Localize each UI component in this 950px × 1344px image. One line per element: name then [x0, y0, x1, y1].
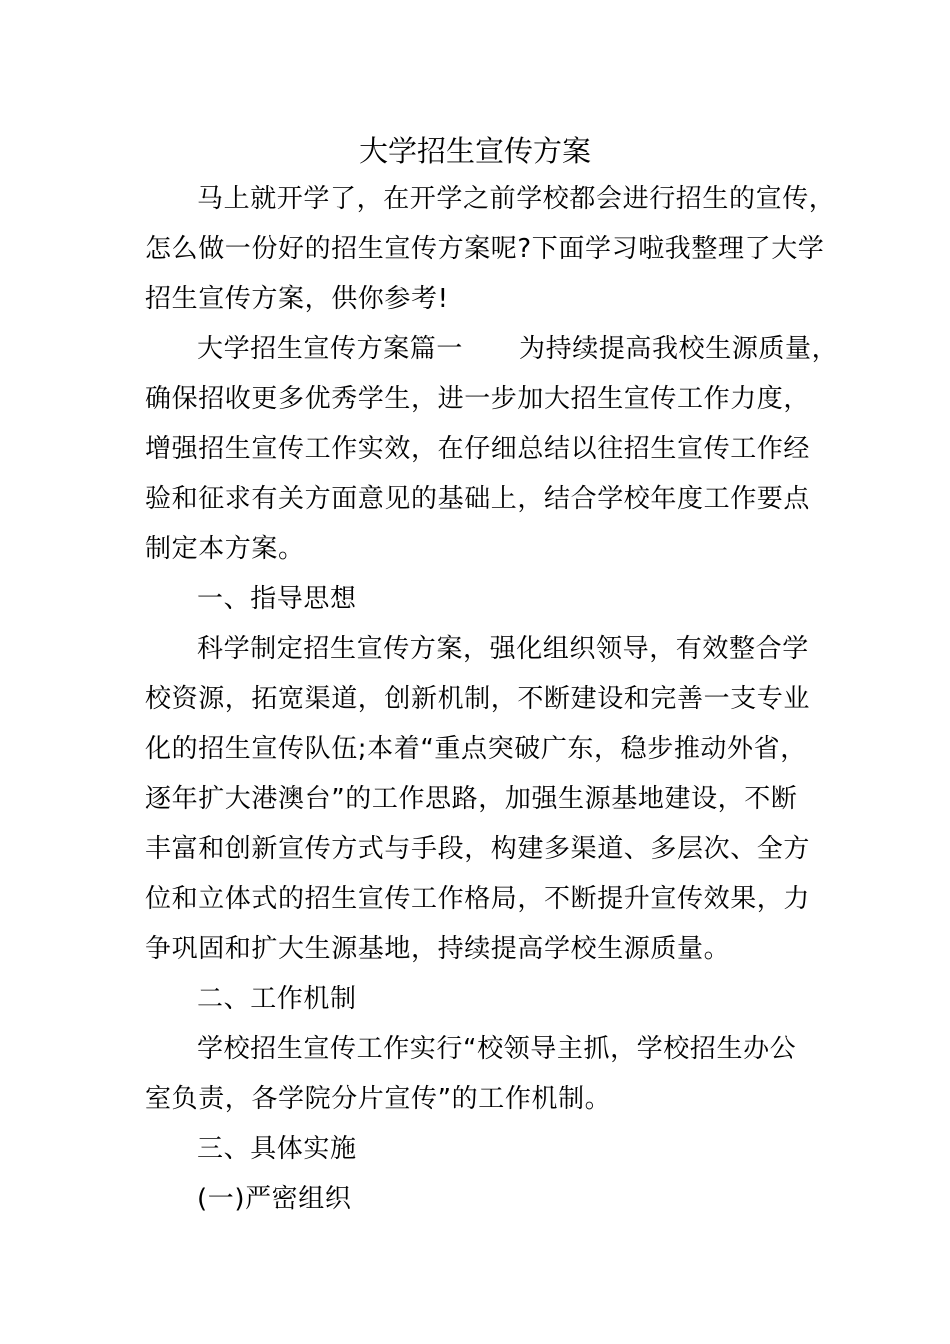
paragraph-line — [197, 324, 837, 374]
paragraph-line: 逐年扩大港澳台”的工作思路，加强生源基地建设，不断 — [145, 784, 798, 814]
section-heading: 一、指导思想 — [197, 584, 357, 614]
section-heading: 三、具体实施 — [197, 1134, 357, 1164]
paragraph-line: 室负责，各学院分片宣传”的工作机制。 — [145, 1084, 612, 1114]
paragraph-line: 学校招生宣传工作实行“校领导主抓，学校招生办公 — [197, 1034, 797, 1064]
paragraph-line: 制定本方案。 — [145, 534, 305, 564]
paragraph-line: 确保招收更多优秀学生，进一步加大招生宣传工作力度， — [145, 384, 811, 414]
paragraph-line: 丰富和创新宣传方式与手段，构建多渠道、多层次、全方 — [145, 834, 811, 864]
section-heading: 二、工作机制 — [197, 984, 357, 1014]
document-title: 大学招生宣传方案 — [358, 134, 591, 168]
paragraph-line: 增强招生宣传工作实效，在仔细总结以往招生宣传工作经 — [145, 434, 811, 464]
paragraph-line: 化的招生宣传队伍;本着“重点突破广东，稳步推动外省， — [145, 734, 807, 764]
subsection-heading: (一)严密组织 — [197, 1184, 352, 1214]
section-heading: 大学招生宣传方案篇一 — [197, 334, 464, 364]
paragraph-line: 科学制定招生宣传方案，强化组织领导，有效整合学 — [197, 634, 809, 664]
paragraph-line: 马上就开学了，在开学之前学校都会进行招生的宣传， — [197, 184, 836, 214]
paragraph-line: 校资源，拓宽渠道，创新机制，不断建设和完善一支专业 — [145, 684, 811, 714]
paragraph-line: 怎么做一份好的招生宣传方案呢?下面学习啦我整理了大学 — [145, 234, 825, 264]
paragraph-line: 招生宣传方案，供你参考! — [145, 284, 449, 314]
paragraph-line: 验和征求有关方面意见的基础上，结合学校年度工作要点 — [145, 484, 811, 514]
paragraph-text: 为持续提高我校生源质量， — [519, 334, 839, 364]
paragraph-line: 位和立体式的招生宣传工作格局，不断提升宣传效果，力 — [145, 884, 811, 914]
paragraph-line: 争巩固和扩大生源基地，持续提高学校生源质量。 — [145, 934, 731, 964]
